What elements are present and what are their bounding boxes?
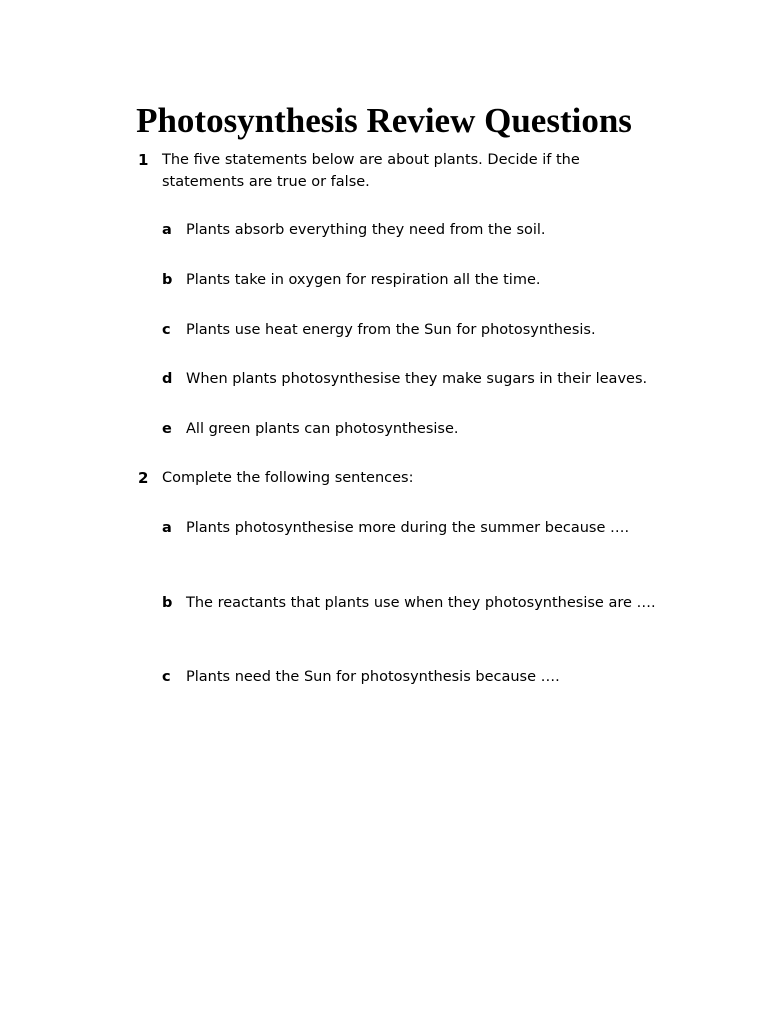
question-2a-text: Plants photosynthesise more during the summer because …. bbox=[186, 520, 630, 536]
question-1e-letter: e bbox=[162, 421, 172, 437]
page-title: Photosynthesis Review Questions bbox=[136, 101, 632, 140]
question-1c-letter: c bbox=[162, 322, 171, 338]
question-1a-text: Plants absorb everything they need from the soil. bbox=[186, 222, 546, 238]
question-2-number: 2 bbox=[138, 469, 149, 487]
question-2a-letter: a bbox=[162, 520, 172, 536]
question-1b-letter: b bbox=[162, 272, 173, 288]
question-1d-text: When plants photosynthesise they make sugars in their leaves. bbox=[186, 371, 648, 387]
question-1d-letter: d bbox=[162, 371, 173, 387]
question-1-number: 1 bbox=[138, 151, 149, 169]
question-1a-letter: a bbox=[162, 222, 172, 238]
question-1-text: The five statements below are about plants. Decide if the statements are true or false. bbox=[162, 152, 580, 190]
question-2b-text: The reactants that plants use when they photosynthesise are …. bbox=[186, 595, 656, 611]
question-1c-text: Plants use heat energy from the Sun for photosynthesis. bbox=[186, 322, 596, 338]
question-2-text: Complete the following sentences: bbox=[162, 470, 414, 486]
question-2b-letter: b bbox=[162, 595, 173, 611]
question-1b-text: Plants take in oxygen for respiration all the time. bbox=[186, 272, 541, 288]
question-2c-text: Plants need the Sun for photosynthesis because …. bbox=[186, 669, 560, 685]
question-1e-text: All green plants can photosynthesise. bbox=[186, 421, 459, 437]
question-2c-letter: c bbox=[162, 669, 171, 685]
